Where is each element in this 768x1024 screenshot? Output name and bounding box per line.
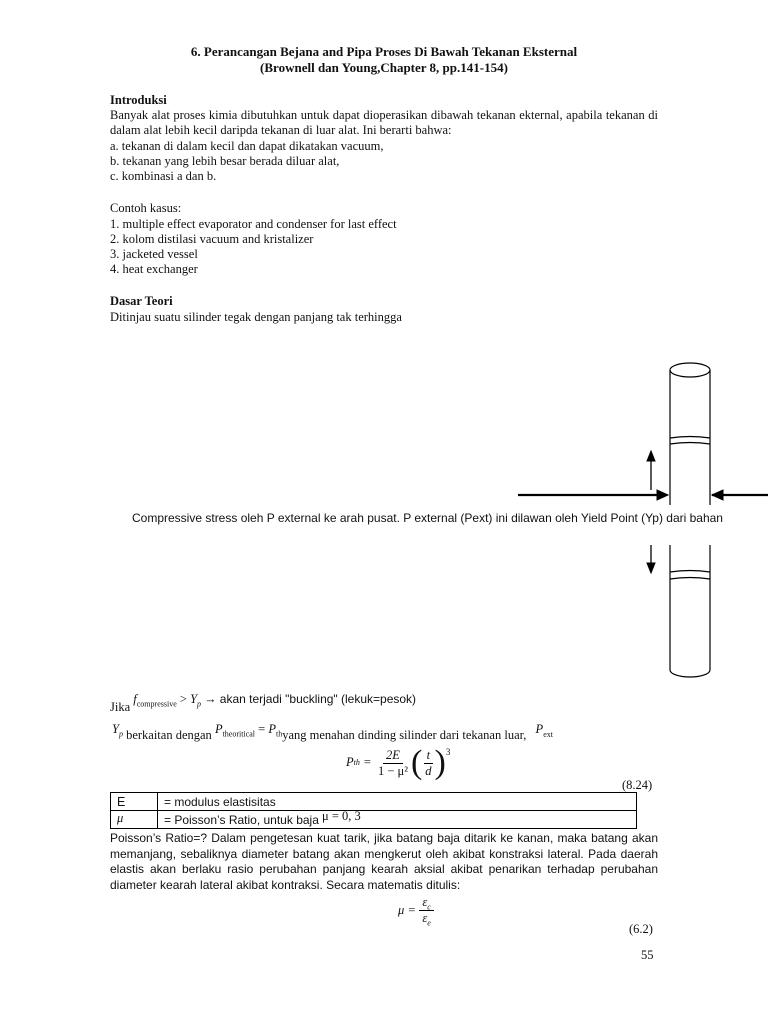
page-subtitle: (Brownell dan Young,Chapter 8, pp.141-154) <box>260 60 508 75</box>
fraction <box>419 895 434 926</box>
yp-subscript: p <box>197 699 202 709</box>
exponent: 3 <box>445 747 451 757</box>
f-subscript: compressive <box>136 699 177 709</box>
cylinder-break-line <box>670 443 710 445</box>
case-item: 4. heat exchanger <box>110 262 198 276</box>
fraction-denominator: 1 − μ² <box>377 763 408 778</box>
yield-relation <box>112 722 553 742</box>
pth-symbol: P <box>268 722 276 736</box>
yp-subscript: p <box>118 729 123 739</box>
f-symbol: f <box>133 692 137 706</box>
relation-text: berkaitan dengan <box>126 728 212 742</box>
table-cell-description <box>158 808 637 829</box>
equation-label: (6.2) <box>629 922 653 936</box>
paren-open: ( <box>410 744 423 781</box>
cylinder-break-line <box>670 578 710 580</box>
figure-caption: Compressive stress oleh P external ke arah pusat. P external (Pext) ini dilawan oleh Yield Point (Yp) dari bahan <box>132 511 768 526</box>
case-item: 2. kolom distilasi vacuum and kristalizer <box>110 232 314 246</box>
jika-word: Jika <box>110 700 131 714</box>
cylinder-break-line <box>670 571 710 573</box>
fraction-numerator: t <box>424 748 433 764</box>
fraction <box>422 748 434 779</box>
paren-close: ) <box>434 744 446 781</box>
intro-item: c. kombinasi a dan b. <box>110 169 217 183</box>
equation-6-2 <box>398 895 434 926</box>
epsilon-subscript: e <box>427 918 431 928</box>
description-text: = Poisson’s Ratio, untuk baja <box>164 812 319 827</box>
equals-sign: = <box>363 755 371 770</box>
cases-heading: Contoh kasus: <box>110 201 182 215</box>
intro-paragraph: Banyak alat proses kimia dibutuhkan untuk dapat dioperasikan dibawah tekanan ekternal, apabila tekanan di dalam alat lebih kecil daripda tekanan di luar alat. Ini berarti bahwa: <box>110 108 658 138</box>
p-theoretical-symbol: P <box>214 722 223 736</box>
page-number: 55 <box>641 948 654 962</box>
description-text: = modulus elastisitas <box>164 794 276 809</box>
arrowhead <box>657 490 668 500</box>
equals-sign: = <box>258 722 266 736</box>
implies-arrow: → <box>204 692 217 706</box>
case-item: 1. multiple effect evaporator and condenser for last effect <box>110 217 397 231</box>
page-title: 6. Perancangan Bejana and Pipa Proses Di Bawah Tekanan Eksternal <box>190 44 578 59</box>
table-cell-symbol: μ <box>111 811 158 829</box>
fraction-denominator <box>419 911 434 926</box>
fraction <box>375 748 411 779</box>
buckling-condition <box>110 692 417 714</box>
intro-item: a. tekanan di dalam kecil dan dapat dikatakan vacuum, <box>110 139 384 153</box>
intro-item: b. tekanan yang lebih besar berada diluar alat, <box>110 154 340 168</box>
case-item: 3. jacketed vessel <box>110 247 198 261</box>
poisson-value: μ = 0, 3 <box>322 808 361 823</box>
relation-text: yang menahan dinding silinder dari tekanan luar, <box>282 728 527 742</box>
theory-intro: Ditinjau suatu silinder tegak dengan panjang tak terhingga <box>110 310 402 324</box>
cylinder-bottom-ellipse <box>670 670 710 677</box>
table-cell-description <box>158 793 637 811</box>
fraction-numerator: 2E <box>383 748 403 764</box>
epsilon-symbol: ε <box>422 895 428 909</box>
yp-symbol: Y <box>190 692 198 706</box>
table-cell-symbol: E <box>111 793 158 811</box>
arrowhead <box>647 451 655 461</box>
arrowhead <box>647 563 655 573</box>
table-row <box>111 793 637 811</box>
epsilon-symbol: ε <box>422 911 428 925</box>
p-theoretical-subscript: theoritical <box>222 729 256 739</box>
equation-8-24: P th = $\frac{2E}{\text{1 − μ²}}$ ( $\frac{t}{d}$ ) $^3$ <box>346 744 451 781</box>
arrowhead <box>712 490 723 500</box>
fraction-numerator <box>419 895 434 911</box>
yp-symbol: Y <box>112 722 119 736</box>
eq-lhs: P <box>346 755 354 770</box>
parameters-table <box>110 792 637 829</box>
buckling-text: akan terjadi "buckling" (lekuk=pesok) <box>219 692 417 706</box>
pth-subscript: th <box>275 729 283 739</box>
cylinder-break-line <box>670 437 710 439</box>
epsilon-subscript: c <box>427 902 431 912</box>
poisson-paragraph: Poisson’s Ratio=? Dalam pengetesan kuat tarik, jika batang baja ditarik ke kanan, maka batang akan memanjang, sebaliknya diameter batang akan mengkerut oleh akibat konstraksi lateral. Pada daerah elastis akan berlaku rasio perubahan panjang kearah aksial akibat penarikan terhadap perubahan diameter kearah lateral akibat kontraksi. Secara matematis ditulis: <box>110 831 658 892</box>
eq-lhs: μ <box>398 902 405 917</box>
gt-symbol: > <box>179 692 187 706</box>
pext-subscript: ext <box>543 729 553 739</box>
theory-heading: Dasar Teori <box>110 294 173 308</box>
pext-symbol: P <box>535 722 544 736</box>
equation-label: (8.24) <box>622 778 653 792</box>
intro-heading: Introduksi <box>110 93 167 107</box>
table-row <box>111 811 637 829</box>
cylinder-top-ellipse <box>670 363 710 377</box>
equals-sign: = <box>408 902 416 917</box>
fraction-denominator: d <box>425 763 432 778</box>
